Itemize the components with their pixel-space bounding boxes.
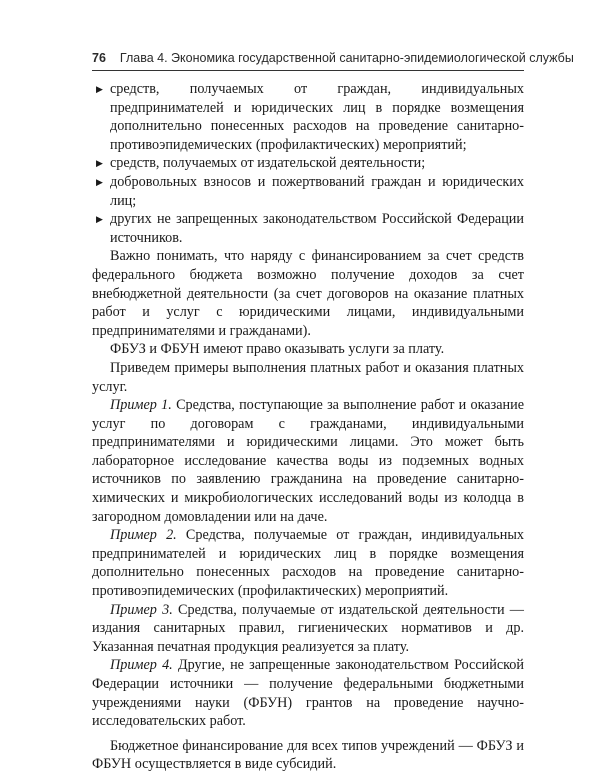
paragraph-budget-financing: Бюджетное финансирование для всех типов учреждений — ФБУЗ и ФБУН осуществляется в виде субсидий. bbox=[92, 737, 524, 773]
triangle-right-icon: ▶ bbox=[96, 214, 103, 225]
example-text: Средства, получаемые от издательской деятельности — издания санитарных правил, гигиенических нормативов и др. Указанная печатная продукция реализуется за плату. bbox=[92, 601, 524, 655]
list-item bbox=[92, 80, 524, 154]
header-rule bbox=[92, 70, 524, 71]
list-item-text: других не запрещенных законодательством Российской Федерации источников. bbox=[110, 211, 524, 246]
list-item bbox=[92, 154, 524, 173]
list-item-text: средств, получаемых от издательской деятельности; bbox=[110, 155, 426, 172]
example-label: Пример 4. bbox=[110, 657, 173, 674]
example-1 bbox=[92, 396, 524, 526]
triangle-right-icon: ▶ bbox=[96, 176, 103, 187]
chapter-title: Глава 4. Экономика государственной санитарно-эпидемиологической службы bbox=[119, 51, 574, 65]
list-item bbox=[92, 210, 524, 247]
example-text: Другие, не запрещенные законодательством Российской Федерации источники — получение федеральными бюджетными учреждениями науки (ФБУН) грантов на проведение научно-исследовательских работ. bbox=[92, 657, 524, 730]
example-text: Средства, получаемые от граждан, индивидуальных предпринимателей и юридических лиц в порядке возмещения дополнительно понесенных расходов на проведение санитарно-противоэпидемических (профилактических) мероприятий. bbox=[92, 527, 524, 600]
list-item-text: средств, получаемых от граждан, индивидуальных предпринимателей и юридических лиц в порядке возмещения дополнительно понесенных расходов на проведение санитарно-противоэпидемических (профилактических) мероприятий; bbox=[110, 81, 524, 153]
list-item-text: добровольных взносов и пожертвований граждан и юридических лиц; bbox=[110, 173, 524, 209]
paragraph-paid-services-right: ФБУЗ и ФБУН имеют право оказывать услуги за плату. bbox=[110, 341, 445, 358]
paragraph-extrabudgetary: Важно понимать, что наряду с финансированием за счет средств федерального бюджета возможно получение доходов за счет внебюджетной деятельности (за счет договоров на оказание платных работ и услуг с юридическими лицами, индивидуальными предпринимателями и гражданами). bbox=[92, 248, 524, 339]
triangle-right-icon: ▶ bbox=[96, 158, 103, 169]
example-2 bbox=[92, 526, 524, 600]
example-4 bbox=[92, 656, 524, 730]
page-body bbox=[92, 80, 524, 774]
example-3 bbox=[92, 601, 524, 657]
example-label: Пример 2. bbox=[110, 527, 177, 544]
bullet-list bbox=[92, 80, 524, 247]
triangle-right-icon: ▶ bbox=[96, 84, 103, 94]
running-header bbox=[92, 51, 574, 65]
list-item bbox=[92, 173, 524, 210]
example-label: Пример 3. bbox=[110, 601, 173, 618]
example-label: Пример 1. bbox=[110, 397, 172, 414]
page-number: 76 bbox=[92, 51, 106, 65]
paragraph-examples-intro: Приведем примеры выполнения платных работ и оказания платных услуг. bbox=[92, 359, 524, 395]
example-text: Средства, поступающие за выполнение работ и оказание услуг по договорам с гражданами, индивидуальными предпринимателями и юридическими лицами. Это может быть лабораторное исследование качества воды из подземных водных источников по заявлению гражданина на проведение санитарно-химических и микробиологических исследований воды из колодца в загородном домовладении или на даче. bbox=[92, 397, 524, 525]
